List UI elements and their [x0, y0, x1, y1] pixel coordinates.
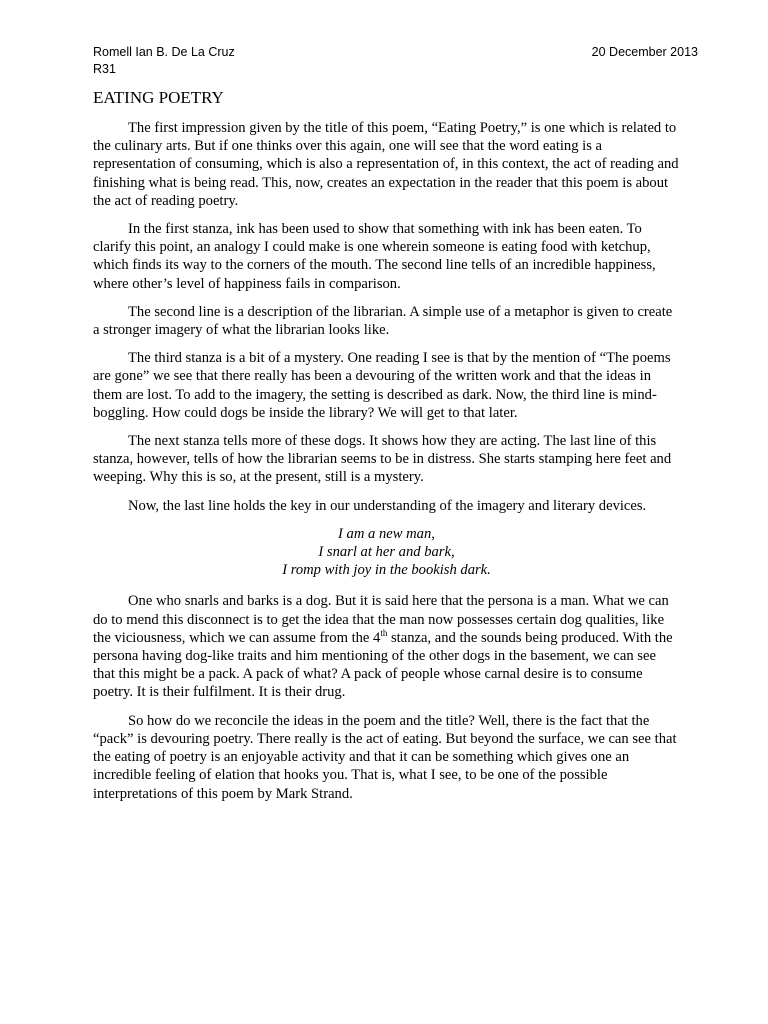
- paragraph-5: The next stanza tells more of these dogs. It shows how they are acting. The last line of this stanza, however, tells of how the librarian seems to be in distress. She starts stamping here feet and weeping. Why this is so, at the present, still is a mystery.: [93, 433, 672, 486]
- poem-line: I snarl at her and bark,: [318, 544, 455, 561]
- ordinal-suffix: th: [380, 628, 388, 639]
- paragraph-7-text-b: stanza, and the sounds being produced. With the persona having dog-like traits and him mentioning of the other dogs in the basement, we can see that this might be a pack. A pack of what? A pack of people whose carnal desire is to consume poetry. It is their fulfilment. It is their drug.: [93, 629, 673, 701]
- paragraph-7: [93, 592, 680, 701]
- paragraph-2: In the first stanza, ink has been used to show that something with ink has been eaten. To clarify this point, an analogy I could make is one wherein someone is eating food with ketchup, which finds its way to the corners of the mouth. The second line tells of an incredible happiness, where other’s level of happiness fails in comparison.: [93, 221, 656, 292]
- paragraph-3: The second line is a description of the librarian. A simple use of a metaphor is given to create a stronger imagery of what the librarian looks like.: [93, 303, 673, 339]
- poem-quote: [93, 525, 680, 580]
- poem-line: I am a new man,: [338, 525, 435, 542]
- paragraph-4: The third stanza is a bit of a mystery. One reading I see is that by the mention of “The poems are gone” we see that there really has been a devouring of the written work and that the ideas in them are lost. To add to the imagery, the setting is described as dark. Now, the third line is mind-boggling. How could dogs be inside the library? We will get to that later.: [93, 350, 671, 421]
- document-body: [93, 119, 680, 813]
- paragraph-6: Now, the last line holds the key in our understanding of the imagery and literary devices.: [128, 497, 647, 514]
- header-row: [93, 44, 698, 61]
- paragraph-7-text-a: One who snarls and barks is a dog. But it is said here that the persona is a man. What we can do to mend this disconnect is to get the idea that the man now possesses certain dog qualities, like the viciousness, which we can assume from the 4: [93, 593, 669, 646]
- paragraph-1: The first impression given by the title of this poem, “Eating Poetry,” is one which is related to the culinary arts. But if one thinks over this again, one will see that the word eating is a representation of consuming, which is also a representation of, in this context, the act of reading and finishing what is being read. This, now, creates an expectation in the reader that this poem is about the act of reading poetry.: [93, 120, 679, 209]
- section-code: R31: [93, 62, 116, 76]
- author-name: Romell Ian B. De La Cruz: [93, 45, 235, 59]
- document-title: EATING POETRY: [93, 88, 224, 107]
- paragraph-8: So how do we reconcile the ideas in the poem and the title? Well, there is the fact that the “pack” is devouring poetry. There really is the act of eating. But beyond the surface, we can see that the eating of poetry is an enjoyable activity and that it can be something which gives one an incredible feeling of elation that hooks you. That is, what I see, to be one of the possible interpretations of this poem by Mark Strand.: [93, 712, 677, 802]
- document-header: [93, 44, 698, 78]
- poem-line: I romp with joy in the bookish dark.: [282, 562, 491, 579]
- document-date: 20 December 2013: [591, 45, 698, 59]
